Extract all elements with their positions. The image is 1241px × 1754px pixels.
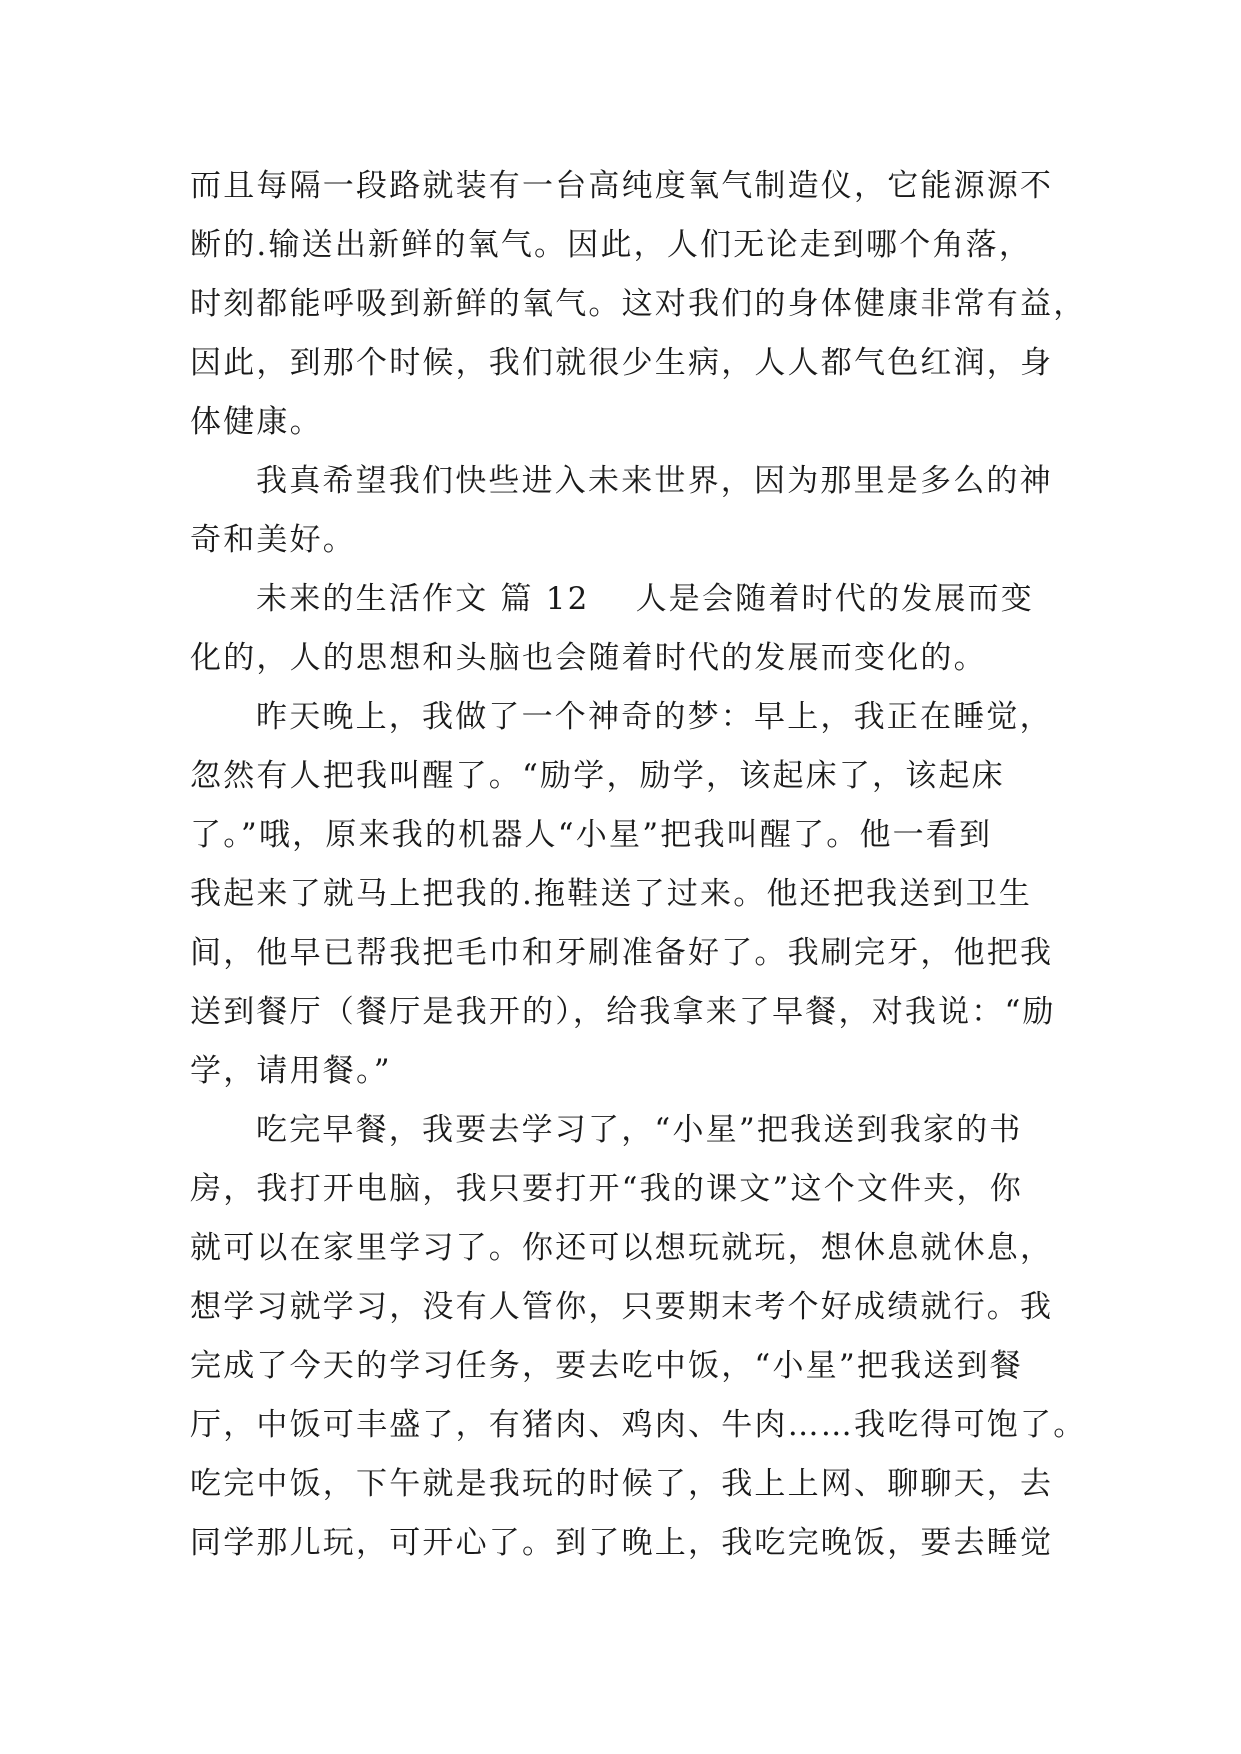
text-line: 体健康。 <box>190 404 323 440</box>
text-line: 学，请用餐。” <box>190 1053 392 1089</box>
text-line: 因此，到那个时候，我们就很少生病，人人都气色红润，身 <box>190 345 1054 381</box>
text-line: 奇和美好。 <box>190 522 356 558</box>
text-line: 送到餐厅（餐厅是我开的），给我拿来了早餐，对我说：“励 <box>190 994 1056 1030</box>
paragraph-section-12 <box>190 570 1070 688</box>
text-line: 我真希望我们快些进入未来世界，因为那里是多么的神 <box>256 463 1053 499</box>
text-line: 间，他早已帮我把毛巾和牙刷准备好了。我刷完牙，他把我 <box>190 935 1054 971</box>
paragraph-hope <box>190 452 1070 570</box>
paragraph-study <box>190 1101 1087 1573</box>
text-line: 化的，人的思想和头脑也会随着时代的发展而变化的。 <box>190 640 987 676</box>
text-line: 了。”哦，原来我的机器人“小星”把我叫醒了。他一看到 <box>190 817 993 853</box>
text-line: 厅，中饭可丰盛了，有猪肉、鸡肉、牛肉……我吃得可饱了。 <box>190 1407 1087 1443</box>
text-line <box>190 570 1070 629</box>
section-first-line: 人是会随着时代的发展而变 <box>635 581 1034 617</box>
text-line: 而且每隔一段路就装有一台高纯度氧气制造仪，它能源源不 <box>190 168 1054 204</box>
text-line: 忽然有人把我叫醒了。“励学，励学，该起床了，该起床 <box>190 758 1005 794</box>
paragraph-dream <box>190 688 1070 1101</box>
text-line: 断的.输送出新鲜的氧气。因此，人们无论走到哪个角落， <box>190 227 1033 263</box>
text-line: 时刻都能呼吸到新鲜的氧气。这对我们的身体健康非常有益， <box>190 286 1087 322</box>
text-line: 吃完中饭，下午就是我玩的时候了，我上上网、聊聊天，去 <box>190 1466 1054 1502</box>
paragraph-oxygen <box>190 157 1087 452</box>
text-line: 就可以在家里学习了。你还可以想玩就玩，想休息就休息， <box>190 1230 1054 1266</box>
text-line: 想学习就学习，没有人管你，只要期末考个好成绩就行。我 <box>190 1289 1054 1325</box>
text-line: 我起来了就马上把我的.拖鞋送了过来。他还把我送到卫生 <box>190 876 1033 912</box>
text-line: 昨天晚上，我做了一个神奇的梦：早上，我正在睡觉， <box>256 699 1053 735</box>
text-line: 房，我打开电脑，我只要打开“我的课文”这个文件夹，你 <box>190 1171 1023 1207</box>
text-line: 完成了今天的学习任务，要去吃中饭，“小星”把我送到餐 <box>190 1348 1023 1384</box>
section-heading: 未来的生活作文 篇 12 <box>256 581 590 617</box>
text-line: 同学那儿玩，可开心了。到了晚上，我吃完晚饭，要去睡觉 <box>190 1525 1054 1561</box>
article-body <box>190 157 1087 1573</box>
text-line: 吃完早餐，我要去学习了，“小星”把我送到我家的书 <box>256 1112 1023 1148</box>
